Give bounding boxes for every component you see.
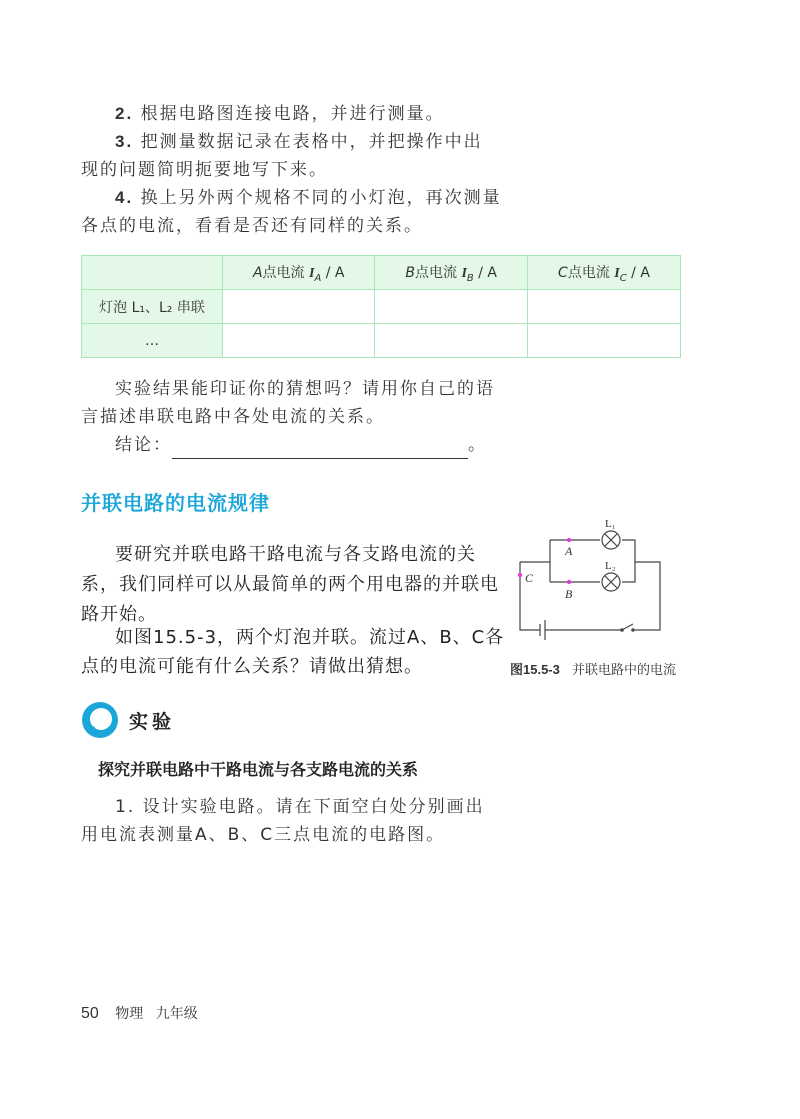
question-line-1: 实验结果能印证你的猜想吗？请用你自己的语 <box>115 379 495 399</box>
header-current-b: B点电流 $I_B$ / A <box>375 256 528 290</box>
table-cell <box>375 290 528 324</box>
table-cell <box>527 324 680 358</box>
point-c-label: C <box>525 571 534 585</box>
table-cell <box>527 290 680 324</box>
intro-line-5: 点的电流可能有什么关系？请做出猜想。 <box>81 656 423 677</box>
step-3-continuation: 现的问题简明扼要地写下来。 <box>81 160 328 180</box>
figure-caption <box>510 659 676 678</box>
table-cell <box>223 324 375 358</box>
intro-line-3: 路开始。 <box>81 604 157 625</box>
figure-caption-text: 并联电路中的电流 <box>572 663 677 678</box>
point-a-marker <box>567 538 571 542</box>
switch-contact <box>620 628 624 632</box>
intro-line-1: 要研究并联电路干路电流与各支路电流的关 <box>115 544 476 565</box>
point-c-marker <box>518 573 522 577</box>
point-b-marker <box>567 580 571 584</box>
table-corner-cell <box>82 256 223 290</box>
table-row <box>82 290 681 324</box>
conclusion-blank <box>172 438 468 459</box>
table-header-row <box>82 256 681 290</box>
header-current-a: A点电流 $I_A$ / A <box>223 256 375 290</box>
experiment-step-1-line-2: 用电流表测量A、B、C三点电流的电路图。 <box>81 825 446 845</box>
step-number: 3. <box>115 132 134 151</box>
table-cell <box>375 324 528 358</box>
step-4-continuation: 各点的电流，看看是否还有同样的关系。 <box>81 216 423 236</box>
step-text: 根据电路图连接电路，并进行测量。 <box>140 104 445 124</box>
conclusion-label: 结论： <box>115 435 172 455</box>
switch-contact <box>631 628 635 632</box>
step-number: 2. <box>115 104 134 123</box>
step-text: 换上另外两个规格不同的小灯泡，再次测量 <box>140 188 502 208</box>
page-footer <box>81 1003 198 1023</box>
page-number: 50 <box>81 1005 99 1022</box>
step-2 <box>115 100 445 128</box>
measurement-table <box>81 255 681 358</box>
lamp-2-label: L₂ <box>605 560 616 572</box>
header-current-c: C点电流 $I_C$ / A <box>527 256 680 290</box>
intro-line-4: 如图15.5-3，两个灯泡并联。流过A、B、C各 <box>115 627 505 648</box>
experiment-step-1-line-1: 1. 设计实验电路。请在下面空白处分别画出 <box>115 797 485 817</box>
row-label: 灯泡 L₁、L₂ 串联 <box>82 290 223 324</box>
experiment-title: 实验 <box>129 711 176 733</box>
point-b-label: B <box>565 587 573 601</box>
experiment-icon <box>80 700 120 740</box>
figure-number: 图15.5-3 <box>510 662 560 677</box>
section-title: 并联电路的电流规律 <box>81 491 270 515</box>
footer-subject: 物理 <box>115 1006 144 1022</box>
step-3 <box>115 128 483 156</box>
step-text: 把测量数据记录在表格中，并把操作中出 <box>140 132 483 152</box>
experiment-subtitle: 探究并联电路中干路电流与各支路电流的关系 <box>98 760 419 779</box>
row-label: … <box>82 324 223 358</box>
table-cell <box>223 290 375 324</box>
parallel-circuit-diagram <box>505 510 675 645</box>
lamp-1-label: L₁ <box>605 518 616 530</box>
table-row <box>82 324 681 358</box>
point-a-label: A <box>565 544 573 558</box>
conclusion: 结论： 。 <box>115 431 487 459</box>
footer-grade: 九年级 <box>155 1006 198 1022</box>
question-line-2: 言描述串联电路中各处电流的关系。 <box>81 407 385 427</box>
intro-line-2: 系，我们同样可以从最简单的两个用电器的并联电 <box>81 574 499 595</box>
step-4 <box>115 184 502 212</box>
step-number: 4. <box>115 188 134 207</box>
